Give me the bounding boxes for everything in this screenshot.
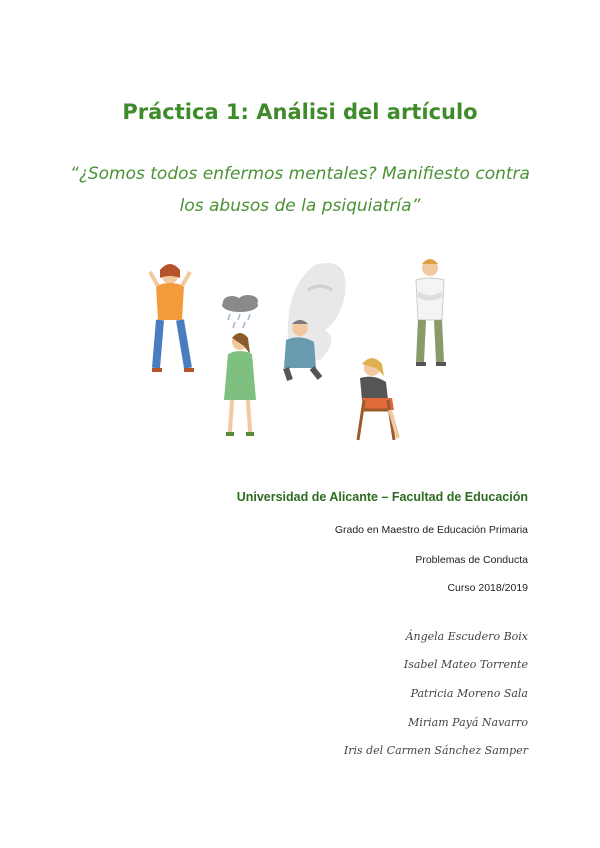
sitting-woman-icon — [358, 358, 398, 440]
university-faculty: Universidad de Alicante – Facultad de Educación — [236, 490, 528, 504]
author-name: Ángela Escudero Boix — [405, 630, 528, 643]
article-title-line-1: “¿Somos todos enfermos mentales? Manifiesto contra — [70, 164, 530, 184]
subject-name: Problemas de Conducta — [415, 554, 528, 566]
author-name: Iris del Carmen Sánchez Samper — [343, 744, 528, 757]
course-year: Curso 2018/2019 — [447, 582, 528, 594]
author-name: Miriam Payá Navarro — [408, 716, 528, 729]
degree-name: Grado en Maestro de Educación Primaria — [334, 524, 528, 536]
author-name: Patricia Moreno Sala — [410, 687, 528, 700]
document-title: Práctica 1: Análisi del artículo — [122, 100, 478, 124]
stressed-woman-icon — [150, 264, 194, 370]
raincloud-woman-icon — [222, 295, 258, 434]
hugging-man-icon — [416, 259, 446, 364]
article-title-line-2: los abusos de la psiquiatría” — [179, 196, 421, 216]
author-name: Isabel Mateo Torrente — [403, 658, 528, 671]
shadow-man-icon — [284, 263, 346, 380]
cover-illustration — [140, 250, 460, 450]
